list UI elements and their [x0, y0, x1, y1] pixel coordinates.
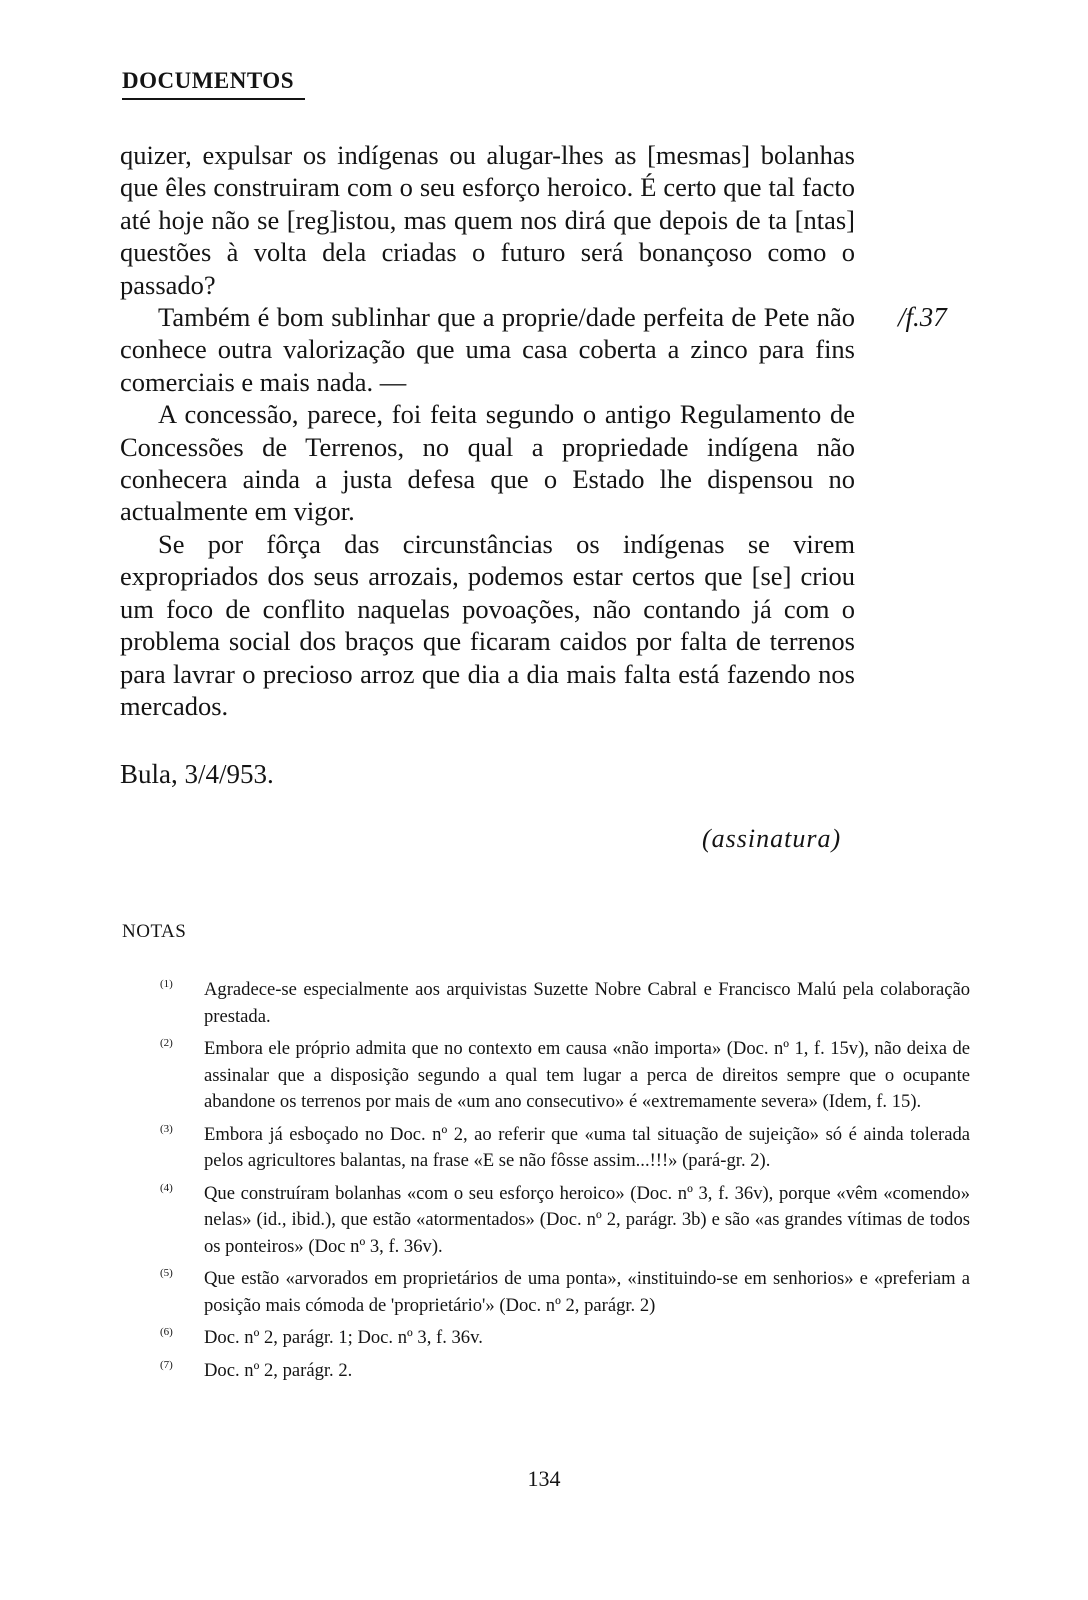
footnote: [160, 1181, 970, 1261]
footnote-text: Embora ele próprio admita que no contexto em causa «não importa» (Doc. nº 1, f. 15v), não deixa de assinalar que a disposição segundo a qual tem lugar a perca de direitos sempre que o ocupante abandone os terrenos por mais de «um ano consecutivo» é «extremamente severa» (Idem, f. 15).: [204, 1038, 970, 1112]
footnote-text: Doc. nº 2, parágr. 2.: [204, 1359, 353, 1381]
notes-heading: NOTAS: [122, 921, 187, 942]
footnote: [160, 977, 970, 1030]
footnote-text: Que construíram bolanhas «com o seu esforço heroico» (Doc. nº 3, f. 36v), porque «vêm «comendo» nelas» (id., ibid.), que estão «atormentados» (Doc. nº 2, parágr. 3b) e são «as grandes vítimas de todos os ponteiros» (Doc nº 3, f. 36v).: [204, 1182, 970, 1257]
footnote-number: (7): [160, 1358, 173, 1371]
main-text: [120, 139, 855, 722]
place-date: Bula, 3/4/953.: [120, 759, 274, 789]
footnote: [160, 1036, 970, 1116]
footnote-text: Que estão «arvorados em proprietários de uma ponta», «instituindo-se em senhorios» e «preferiam a posição mais cómoda de 'proprietário'» (Doc. nº 2, parágr. 2): [204, 1268, 970, 1316]
footnote-text: Doc. nº 2, parágr. 1; Doc. nº 3, f. 36v.: [204, 1327, 483, 1348]
body-paragraph: Também é bom sublinhar que a proprie/dade perfeita de Pete não conhece outra valorização que uma casa coberta a zinco para fins comerciais e mais nada. —: [120, 302, 855, 397]
page-number: 134: [527, 1466, 561, 1491]
footnote-number: (5): [160, 1267, 173, 1279]
body-paragraph: Se por fôrça das circunstâncias os indígenas se virem expropriados dos seus arrozais, podemos estar certos que [se] criou um foco de conflito naquelas povoações, não contando já com o problema social dos braços que ficaram caidos por falta de terrenos para lavrar o precioso arroz que dia a dia mais falta está fazendo nos mercados.: [120, 528, 855, 721]
body-paragraph: quizer, expulsar os indígenas ou alugar-lhes as [mesmas] bolanhas que êles construiram com o seu esforço heroico. É certo que tal facto até hoje não se [reg]istou, mas quem nos dirá que depois de ta [ntas] questões à volta dela criadas o futuro será bonançoso como o passado?: [120, 140, 855, 300]
footnote-number: (4): [160, 1181, 173, 1194]
running-head: DOCUMENTOS: [122, 68, 305, 100]
footnote: [160, 1266, 970, 1319]
footnote-number: (1): [160, 978, 173, 990]
footnote-text: Agradece-se especialmente aos arquivistas Suzette Nobre Cabral e Francisco Malú pela colaboração prestada.: [204, 979, 970, 1027]
body-paragraph: A concessão, parece, foi feita segundo o antigo Regulamento de Concessões de Terrenos, no qual a propriedade indígena não conhecera ainda a justa defesa que o Estado lhe dispensou no actualmente em vigor.: [120, 399, 855, 527]
footnote-number: (2): [160, 1037, 173, 1049]
notes-list: [160, 977, 970, 1390]
footnote-number: (3): [160, 1122, 173, 1135]
footnote-text: Embora já esboçado no Doc. nº 2, ao referir que «uma tal situação de sujeição» só é ainda tolerada pelos agricultores balantas, na frase «E se não fôsse assim...!!!» (pará-gr. 2).: [204, 1123, 970, 1171]
footnote-number: (6): [160, 1326, 173, 1338]
footnote: [160, 1325, 970, 1352]
signature: (assinatura): [702, 824, 842, 853]
folio-margin-note: /f.37: [898, 302, 947, 332]
footnote: [160, 1358, 970, 1385]
footnote: [160, 1122, 970, 1175]
